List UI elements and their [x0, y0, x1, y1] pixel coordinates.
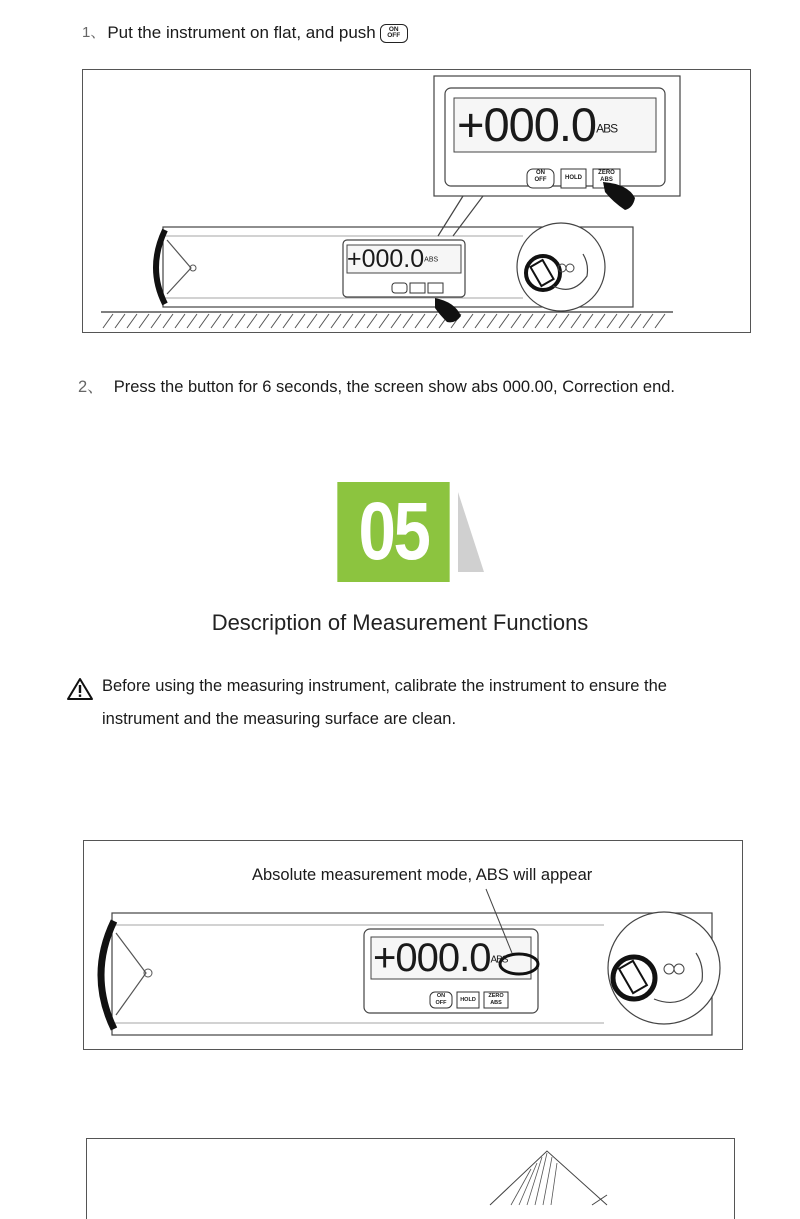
zoom-zero-abs-button: ZERO ABS — [598, 170, 615, 183]
abs-display-reading: +000.0ABS — [373, 936, 508, 980]
zoom-display-reading: +000.0ABS — [457, 98, 618, 151]
step-2-number: 2、 — [78, 378, 104, 396]
on-off-button-icon: ON OFF — [380, 24, 408, 43]
zoom-display-abs: ABS — [596, 121, 618, 136]
step-1-instruction — [82, 22, 408, 44]
section-title: Description of Measurement Functions — [211, 610, 589, 635]
instrument-display-reading: +000.0ABS — [347, 245, 439, 273]
diagram-next-partial — [86, 1138, 735, 1219]
warning-triangle-icon — [66, 677, 94, 701]
warning-text-line-2: instrument and the measuring surface are clean. — [102, 710, 457, 728]
abs-mode-callout: Absolute measurement mode, ABS will appear — [252, 866, 593, 884]
badge-shadow — [458, 492, 484, 572]
protractor-illustration — [87, 1139, 734, 1207]
hold-button: HOLD — [460, 997, 476, 1003]
step-2-instruction — [78, 373, 675, 397]
zero-abs-button: ZERO ABS — [488, 993, 504, 1006]
abs-indicator: ABS — [490, 954, 508, 966]
section-number-badge: 05 — [337, 482, 449, 582]
diagram-calibration — [82, 69, 751, 333]
warning-text-line-1: Before using the measuring instrument, calibrate the instrument to ensure the — [102, 677, 667, 695]
instrument-illustration — [83, 70, 750, 332]
step-1-text: Put the instrument on flat, and push — [107, 23, 376, 42]
zoom-hold-button: HOLD — [565, 175, 582, 181]
step-2-text: Press the button for 6 seconds, the screen show abs 000.00, Correction end. — [113, 378, 676, 396]
on-off-button: ON OFF — [435, 993, 447, 1006]
step-1-number: 1、 — [82, 24, 106, 41]
zoom-on-off-button: ON OFF — [534, 170, 547, 183]
